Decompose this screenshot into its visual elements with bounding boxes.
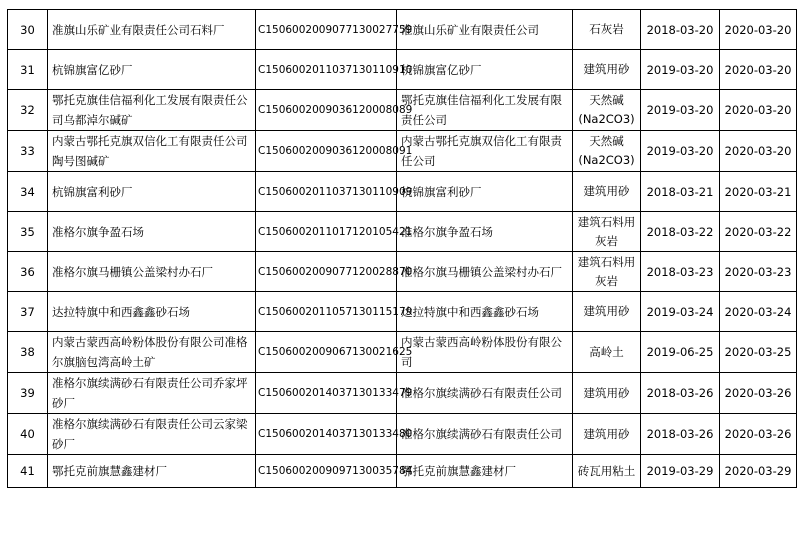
company-name-cell: 杭锦旗富利砂厂 — [397, 172, 573, 212]
mineral-type-cell: 建筑石料用灰岩 — [573, 252, 641, 292]
table-row — [8, 90, 797, 131]
license-code-cell: C1506002014037130133479 — [256, 373, 397, 414]
start-date-cell: 2019-03-24 — [641, 292, 720, 332]
table-row — [8, 332, 797, 373]
start-date-cell: 2018-03-23 — [641, 252, 720, 292]
license-code-cell: C1506002014037130133480 — [256, 414, 397, 455]
row-number-cell: 34 — [8, 172, 48, 212]
start-date-cell: 2018-03-26 — [641, 414, 720, 455]
table-row — [8, 373, 797, 414]
company-name-cell: 鄂托克旗佳信福利化工发展有限责任公司 — [397, 90, 573, 131]
end-date-cell: 2020-03-23 — [720, 252, 797, 292]
mine-name-cell: 杭锦旗富利砂厂 — [48, 172, 256, 212]
table-row — [8, 252, 797, 292]
table-row — [8, 172, 797, 212]
company-name-cell: 准格尔旗续满砂石有限责任公司 — [397, 414, 573, 455]
mine-name-cell: 鄂托克前旗慧鑫建材厂 — [48, 455, 256, 488]
mineral-type-cell: 建筑用砂 — [573, 50, 641, 90]
company-name-cell: 内蒙古鄂托克旗双信化工有限责任公司 — [397, 131, 573, 172]
license-code-cell: C1506002011037130110910 — [256, 50, 397, 90]
row-number-cell: 32 — [8, 90, 48, 131]
row-number-cell: 31 — [8, 50, 48, 90]
mine-name-cell: 准旗山乐矿业有限责任公司石料厂 — [48, 10, 256, 50]
end-date-cell: 2020-03-25 — [720, 332, 797, 373]
mine-name-cell: 内蒙古蒙西高岭粉体股份有限公司准格尔旗脑包湾高岭土矿 — [48, 332, 256, 373]
row-number-cell: 38 — [8, 332, 48, 373]
company-name-cell: 准格尔旗续满砂石有限责任公司 — [397, 373, 573, 414]
license-code-cell: C1506002011057130115179 — [256, 292, 397, 332]
mine-name-cell: 鄂托克旗佳信福利化工发展有限责任公司乌都淖尔碱矿 — [48, 90, 256, 131]
license-code-cell: C1506002009036120008091 — [256, 131, 397, 172]
table-row — [8, 10, 797, 50]
license-code-cell: C1506002009077120028870 — [256, 252, 397, 292]
row-number-cell: 39 — [8, 373, 48, 414]
end-date-cell: 2020-03-20 — [720, 131, 797, 172]
mineral-type-cell: 建筑石料用灰岩 — [573, 212, 641, 252]
end-date-cell: 2020-03-24 — [720, 292, 797, 332]
mine-name-cell: 达拉特旗中和西鑫鑫砂石场 — [48, 292, 256, 332]
license-code-cell: C1506002009036120008089 — [256, 90, 397, 131]
mine-name-cell: 内蒙古鄂托克旗双信化工有限责任公司陶号图碱矿 — [48, 131, 256, 172]
company-name-cell: 准格尔旗马栅镇公盖梁村办石厂 — [397, 252, 573, 292]
row-number-cell: 36 — [8, 252, 48, 292]
table-row — [8, 414, 797, 455]
mineral-type-cell: 石灰岩 — [573, 10, 641, 50]
mineral-type-cell: 天然碱 (Na2CO3) — [573, 90, 641, 131]
end-date-cell: 2020-03-26 — [720, 414, 797, 455]
company-name-cell: 内蒙古蒙西高岭粉体股份有限公司 — [397, 332, 573, 373]
company-name-cell: 准格尔旗争盈石场 — [397, 212, 573, 252]
mineral-type-cell: 建筑用砂 — [573, 414, 641, 455]
row-number-cell: 35 — [8, 212, 48, 252]
mine-name-cell: 准格尔旗马栅镇公盖梁村办石厂 — [48, 252, 256, 292]
start-date-cell: 2018-03-20 — [641, 10, 720, 50]
license-code-cell: C1506002009077130027759 — [256, 10, 397, 50]
end-date-cell: 2020-03-29 — [720, 455, 797, 488]
start-date-cell: 2019-06-25 — [641, 332, 720, 373]
start-date-cell: 2018-03-22 — [641, 212, 720, 252]
mine-name-cell: 准格尔旗续满砂石有限责任公司乔家坪砂厂 — [48, 373, 256, 414]
end-date-cell: 2020-03-22 — [720, 212, 797, 252]
company-name-cell: 达拉特旗中和西鑫鑫砂石场 — [397, 292, 573, 332]
mineral-type-cell: 天然碱 (Na2CO3) — [573, 131, 641, 172]
license-code-cell: C1506002009067130021625 — [256, 332, 397, 373]
table-row — [8, 212, 797, 252]
row-number-cell: 41 — [8, 455, 48, 488]
start-date-cell: 2019-03-29 — [641, 455, 720, 488]
start-date-cell: 2018-03-21 — [641, 172, 720, 212]
row-number-cell: 40 — [8, 414, 48, 455]
mineral-type-cell: 建筑用砂 — [573, 373, 641, 414]
start-date-cell: 2019-03-20 — [641, 131, 720, 172]
license-code-cell: C1506002011037130110909 — [256, 172, 397, 212]
mine-name-cell: 准格尔旗争盈石场 — [48, 212, 256, 252]
table-row — [8, 455, 797, 488]
mineral-type-cell: 建筑用砂 — [573, 172, 641, 212]
mine-name-cell: 准格尔旗续满砂石有限责任公司云家梁砂厂 — [48, 414, 256, 455]
company-name-cell: 杭锦旗富亿砂厂 — [397, 50, 573, 90]
company-name-cell: 鄂托克前旗慧鑫建材厂 — [397, 455, 573, 488]
table-body — [8, 10, 797, 488]
end-date-cell: 2020-03-20 — [720, 10, 797, 50]
start-date-cell: 2019-03-20 — [641, 50, 720, 90]
license-code-cell: C1506002011017120105421 — [256, 212, 397, 252]
mining-license-table — [7, 9, 797, 488]
mine-name-cell: 杭锦旗富亿砂厂 — [48, 50, 256, 90]
table-row — [8, 292, 797, 332]
row-number-cell: 33 — [8, 131, 48, 172]
company-name-cell: 准旗山乐矿业有限责任公司 — [397, 10, 573, 50]
license-code-cell: C1506002009097130035784 — [256, 455, 397, 488]
table-row — [8, 50, 797, 90]
table-row — [8, 131, 797, 172]
end-date-cell: 2020-03-26 — [720, 373, 797, 414]
mineral-type-cell: 建筑用砂 — [573, 292, 641, 332]
mineral-type-cell: 砖瓦用粘土 — [573, 455, 641, 488]
mineral-type-cell: 高岭土 — [573, 332, 641, 373]
end-date-cell: 2020-03-20 — [720, 90, 797, 131]
row-number-cell: 30 — [8, 10, 48, 50]
start-date-cell: 2018-03-26 — [641, 373, 720, 414]
start-date-cell: 2019-03-20 — [641, 90, 720, 131]
end-date-cell: 2020-03-20 — [720, 50, 797, 90]
row-number-cell: 37 — [8, 292, 48, 332]
end-date-cell: 2020-03-21 — [720, 172, 797, 212]
